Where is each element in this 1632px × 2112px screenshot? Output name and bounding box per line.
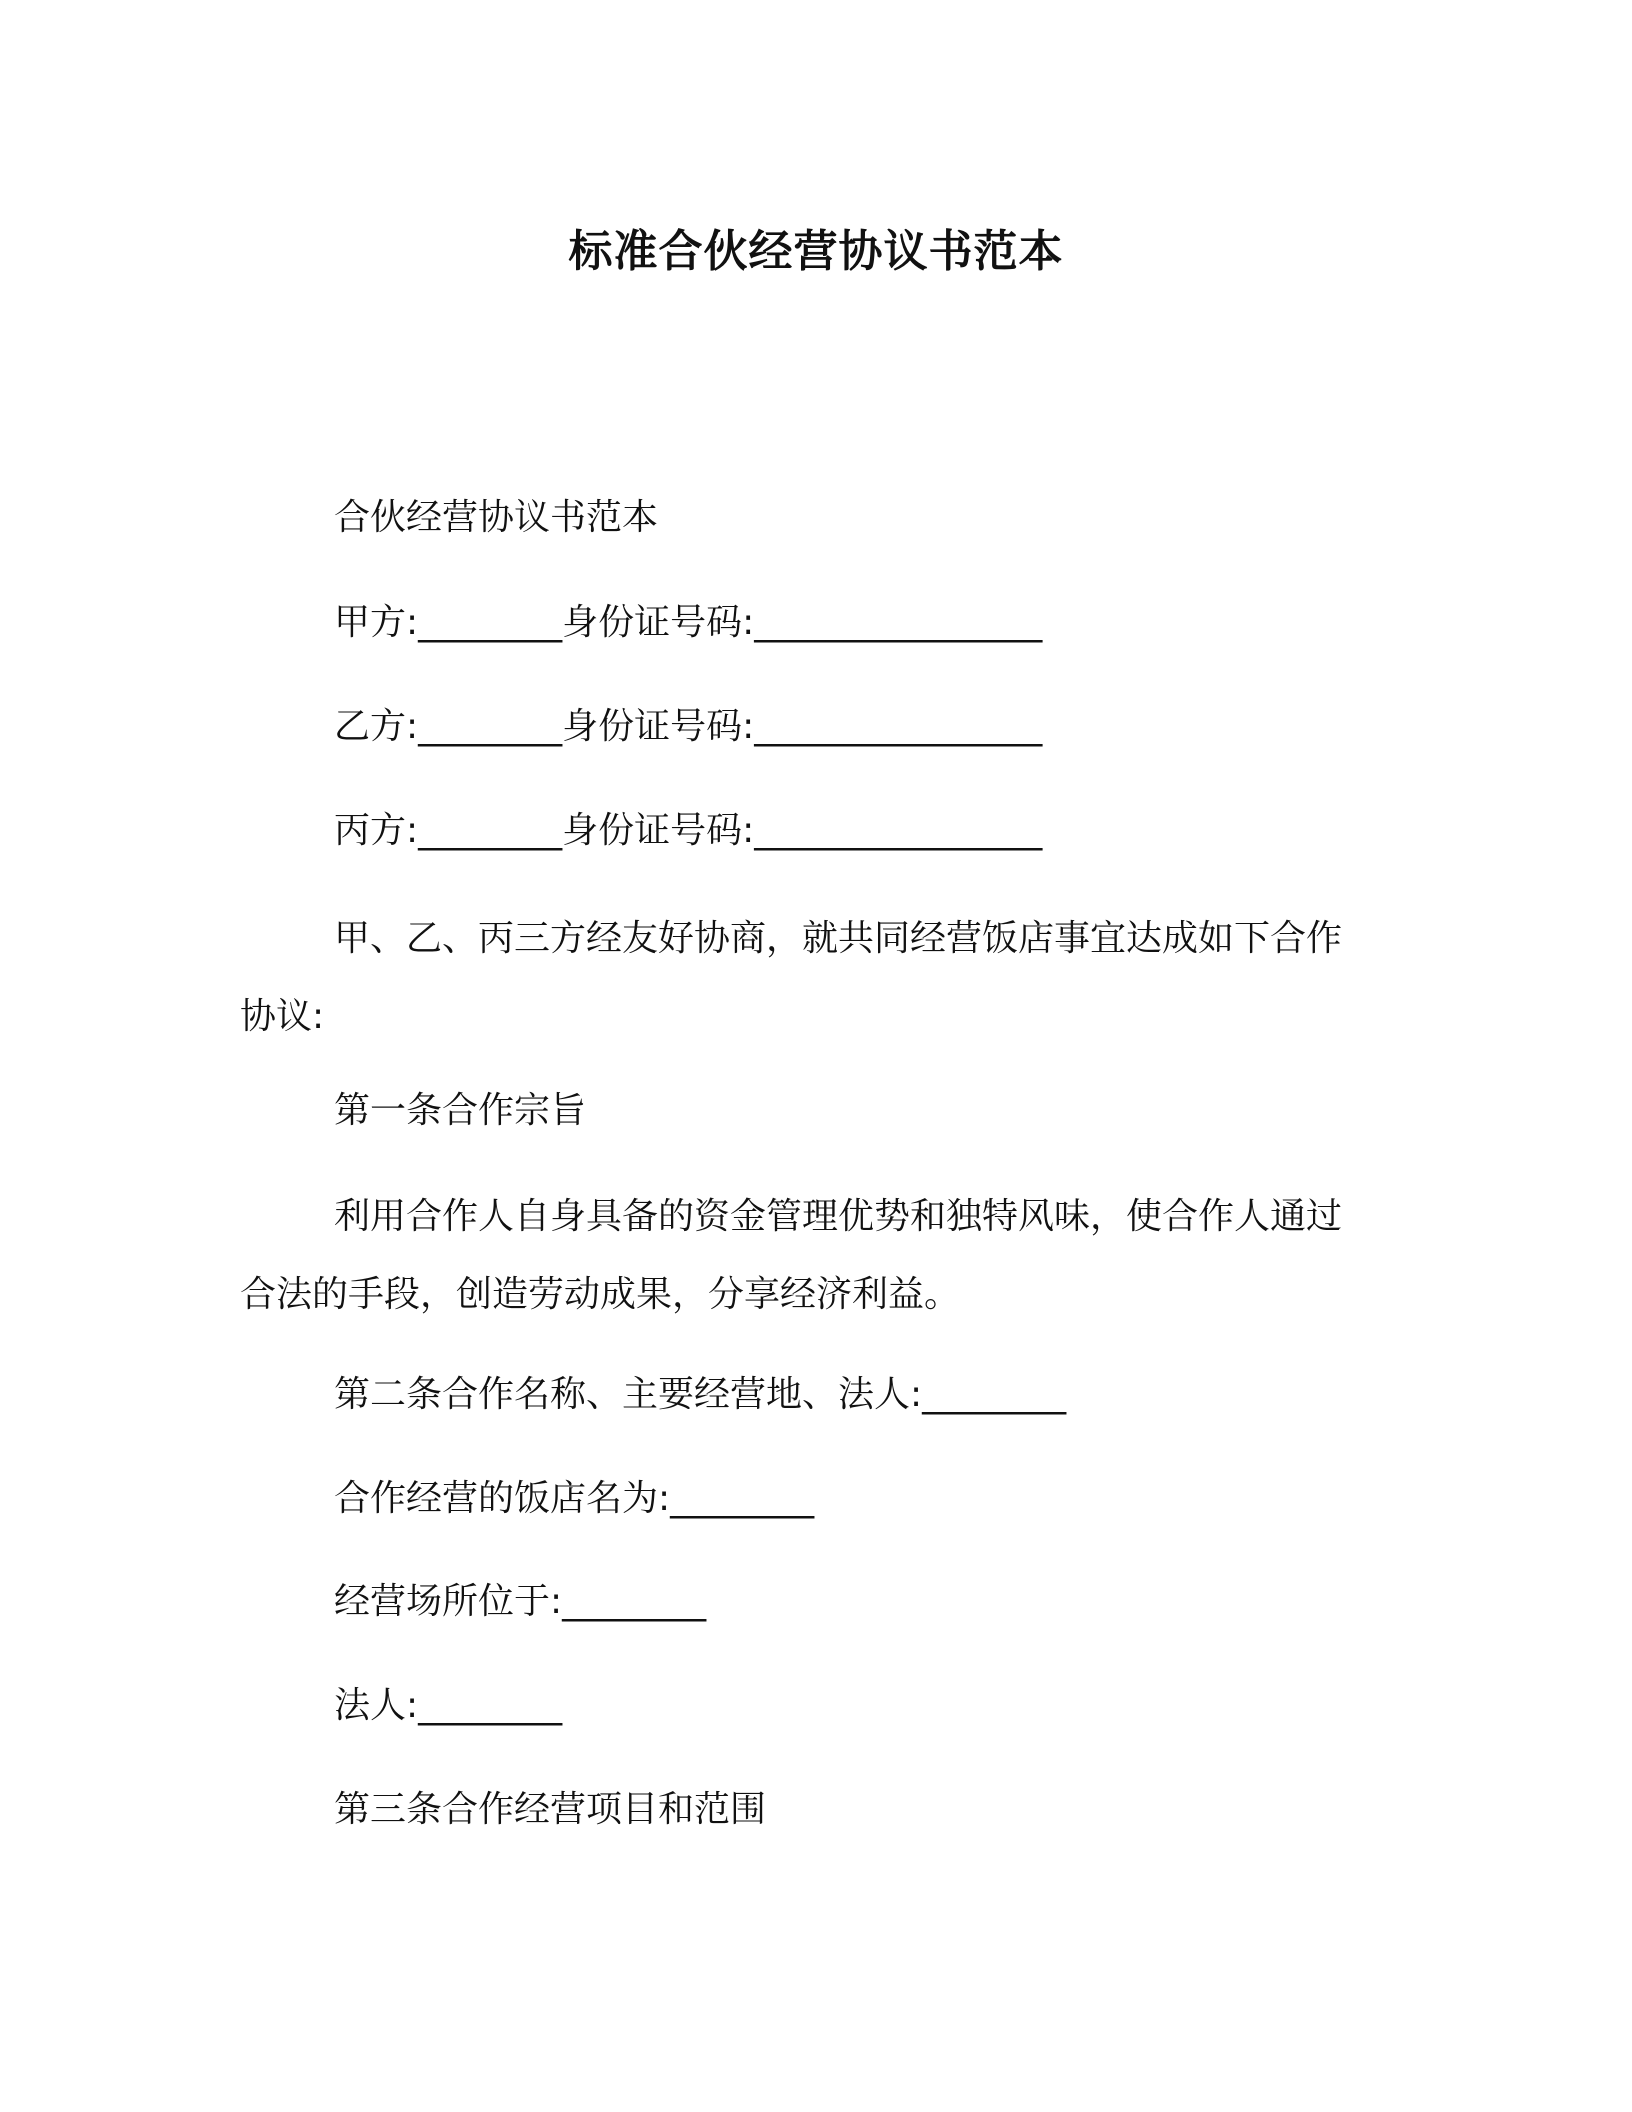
party-a-line: 甲方:________身份证号码:________________ [334, 602, 1043, 643]
intro-paragraph: 甲、乙、丙三方经友好协商，就共同经营饭店事宜达成如下合作协议: [240, 918, 1343, 1037]
document-subtitle: 合伙经营协议书范本 [334, 497, 659, 538]
legal-person-line: 法人:________ [334, 1685, 563, 1726]
document-title: 标准合伙经营协议书范本 [568, 226, 1064, 277]
article-1-heading: 第一条合作宗旨 [334, 1090, 587, 1131]
party-c-line: 丙方:________身份证号码:________________ [334, 810, 1043, 851]
party-b-line: 乙方:________身份证号码:________________ [334, 706, 1043, 747]
business-location-line: 经营场所位于:________ [334, 1581, 707, 1622]
restaurant-name-line: 合作经营的饭店名为:________ [334, 1478, 815, 1519]
article-3-heading: 第三条合作经营项目和范围 [334, 1789, 767, 1830]
article-2-heading: 第二条合作名称、主要经营地、法人:________ [334, 1374, 1067, 1415]
article-1-body: 利用合作人自身具备的资金管理优势和独特风味，使合作人通过合法的手段，创造劳动成果，分享经济利益。 [240, 1196, 1343, 1315]
